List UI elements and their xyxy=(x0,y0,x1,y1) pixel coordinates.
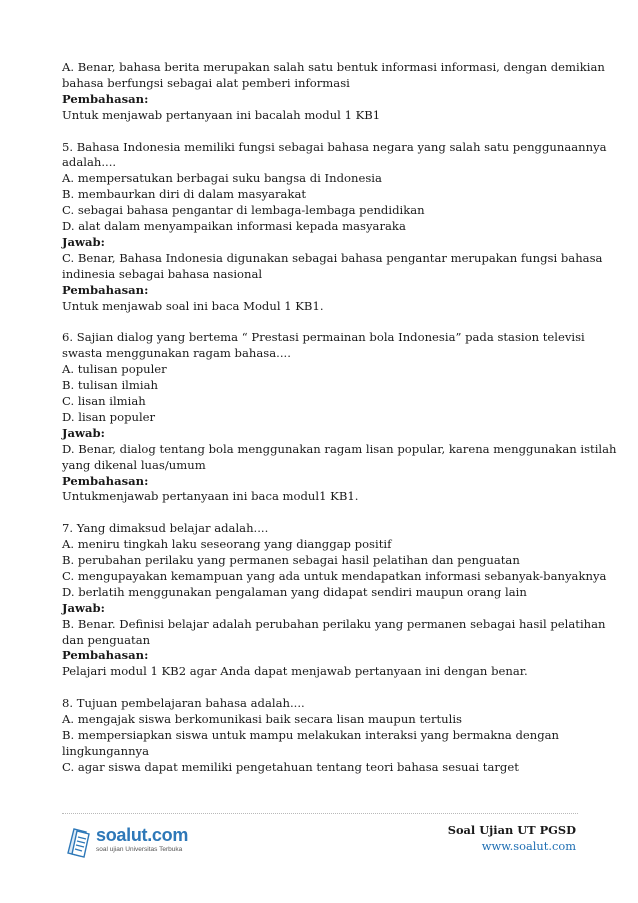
footer-link[interactable]: www.soalut.com xyxy=(481,839,576,853)
section-label: Pembahasan: xyxy=(62,473,149,488)
text-line: B. perubahan perilaku yang permanen sebagai hasil pelatihan dan penguatan xyxy=(62,553,520,568)
paragraph-gap xyxy=(62,314,582,330)
text-line: A. mempersatukan berbagai suku bangsa di Indonesia xyxy=(62,171,382,186)
text-line: dan penguatan xyxy=(62,632,151,647)
question-block xyxy=(62,696,582,776)
text-line: Untukmenjawab pertanyaan ini baca modul1 KB1. xyxy=(62,489,359,504)
text-line: A. mengajak siswa berkomunikasi baik secara lisan maupun tertulis xyxy=(62,712,462,727)
text-line: D. alat dalam menyampaikan informasi kepada masyaraka xyxy=(62,219,406,234)
text-line: yang dikenal luas/umum xyxy=(62,457,206,472)
text-line: 5. Bahasa Indonesia memiliki fungsi sebagai bahasa negara yang salah satu penggunaannya xyxy=(62,139,607,154)
text-line: C. Benar, Bahasa Indonesia digunakan sebagai bahasa pengantar merupakan fungsi bahasa xyxy=(62,250,603,265)
text-line: B. Benar. Definisi belajar adalah perubahan perilaku yang permanen sebagai hasil pelatihan xyxy=(62,616,606,631)
question-block xyxy=(62,139,607,315)
text-line: 7. Yang dimaksud belajar adalah.... xyxy=(62,521,269,536)
text-line: Untuk menjawab pertanyaan ini bacalah modul 1 KB1 xyxy=(62,107,381,122)
site-logo[interactable] xyxy=(64,821,204,861)
text-line: B. mempersiapkan siswa untuk mampu melakukan interaksi yang bermakna dengan xyxy=(62,728,559,742)
footer-divider xyxy=(62,813,578,814)
section-label: Jawab: xyxy=(62,425,105,440)
question-block xyxy=(62,330,617,505)
logo-wordmark: soalut.com xyxy=(96,825,189,845)
document-body xyxy=(62,60,617,776)
paragraph-gap xyxy=(62,505,582,521)
text-line: B. tulisan ilmiah xyxy=(62,378,158,393)
section-label: Pembahasan: xyxy=(62,91,149,106)
text-line: Untuk menjawab soal ini baca Modul 1 KB1. xyxy=(62,298,324,313)
text-line: Pelajari modul 1 KB2 agar Anda dapat menjawab pertanyaan ini dengan benar. xyxy=(62,664,528,679)
text-line: swasta menggunakan ragam bahasa.... xyxy=(62,346,291,361)
text-line: 6. Sajian dialog yang bertema “ Prestasi permainan bola Indonesia” pada stasion televisi xyxy=(62,330,585,345)
question-block xyxy=(62,60,605,124)
text-line: 8. Tujuan pembelajaran bahasa adalah.... xyxy=(62,696,305,711)
question-block xyxy=(62,521,607,680)
text-line: B. membaurkan diri di dalam masyarakat xyxy=(62,187,307,202)
logo-tagline: soal ujian Universitas Terbuka xyxy=(96,846,183,853)
text-line: A. meniru tingkah laku seseorang yang dianggap positif xyxy=(62,537,392,552)
text-line: D. lisan populer xyxy=(62,409,156,424)
section-label: Pembahasan: xyxy=(62,282,149,297)
text-line: C. lisan ilmiah xyxy=(62,394,146,408)
paragraph-gap xyxy=(62,124,582,140)
text-line: A. Benar, bahasa berita merupakan salah satu bentuk informasi informasi, dengan demikian xyxy=(62,60,605,74)
text-line: D. berlatih menggunakan pengalaman yang didapat sendiri maupun orang lain xyxy=(62,584,527,599)
text-line: lingkungannya xyxy=(62,743,149,758)
text-line: adalah.... xyxy=(62,155,117,170)
text-line: D. Benar, dialog tentang bola menggunakan ragam lisan popular, karena menggunakan istilah xyxy=(62,441,617,456)
text-line: C. agar siswa dapat memiliki pengetahuan tentang teori bahasa sesuai target xyxy=(62,759,519,774)
text-line: bahasa berfungsi sebagai alat pemberi informasi xyxy=(62,75,350,90)
text-line: indinesia sebagai bahasa nasional xyxy=(62,266,263,281)
text-line: C. mengupayakan kemampuan yang ada untuk mendapatkan informasi sebanyak-banyaknya xyxy=(62,568,607,583)
text-line: A. tulisan populer xyxy=(62,362,167,377)
text-line: C. sebagai bahasa pengantar di lembaga-lembaga pendidikan xyxy=(62,203,425,218)
section-label: Jawab: xyxy=(62,600,105,615)
footer-info xyxy=(448,822,576,854)
paragraph-gap xyxy=(62,680,582,696)
section-label: Jawab: xyxy=(62,234,105,249)
footer-title: Soal Ujian UT PGSD xyxy=(447,823,576,837)
stacked-papers-icon xyxy=(64,823,94,859)
section-label: Pembahasan: xyxy=(62,648,149,663)
